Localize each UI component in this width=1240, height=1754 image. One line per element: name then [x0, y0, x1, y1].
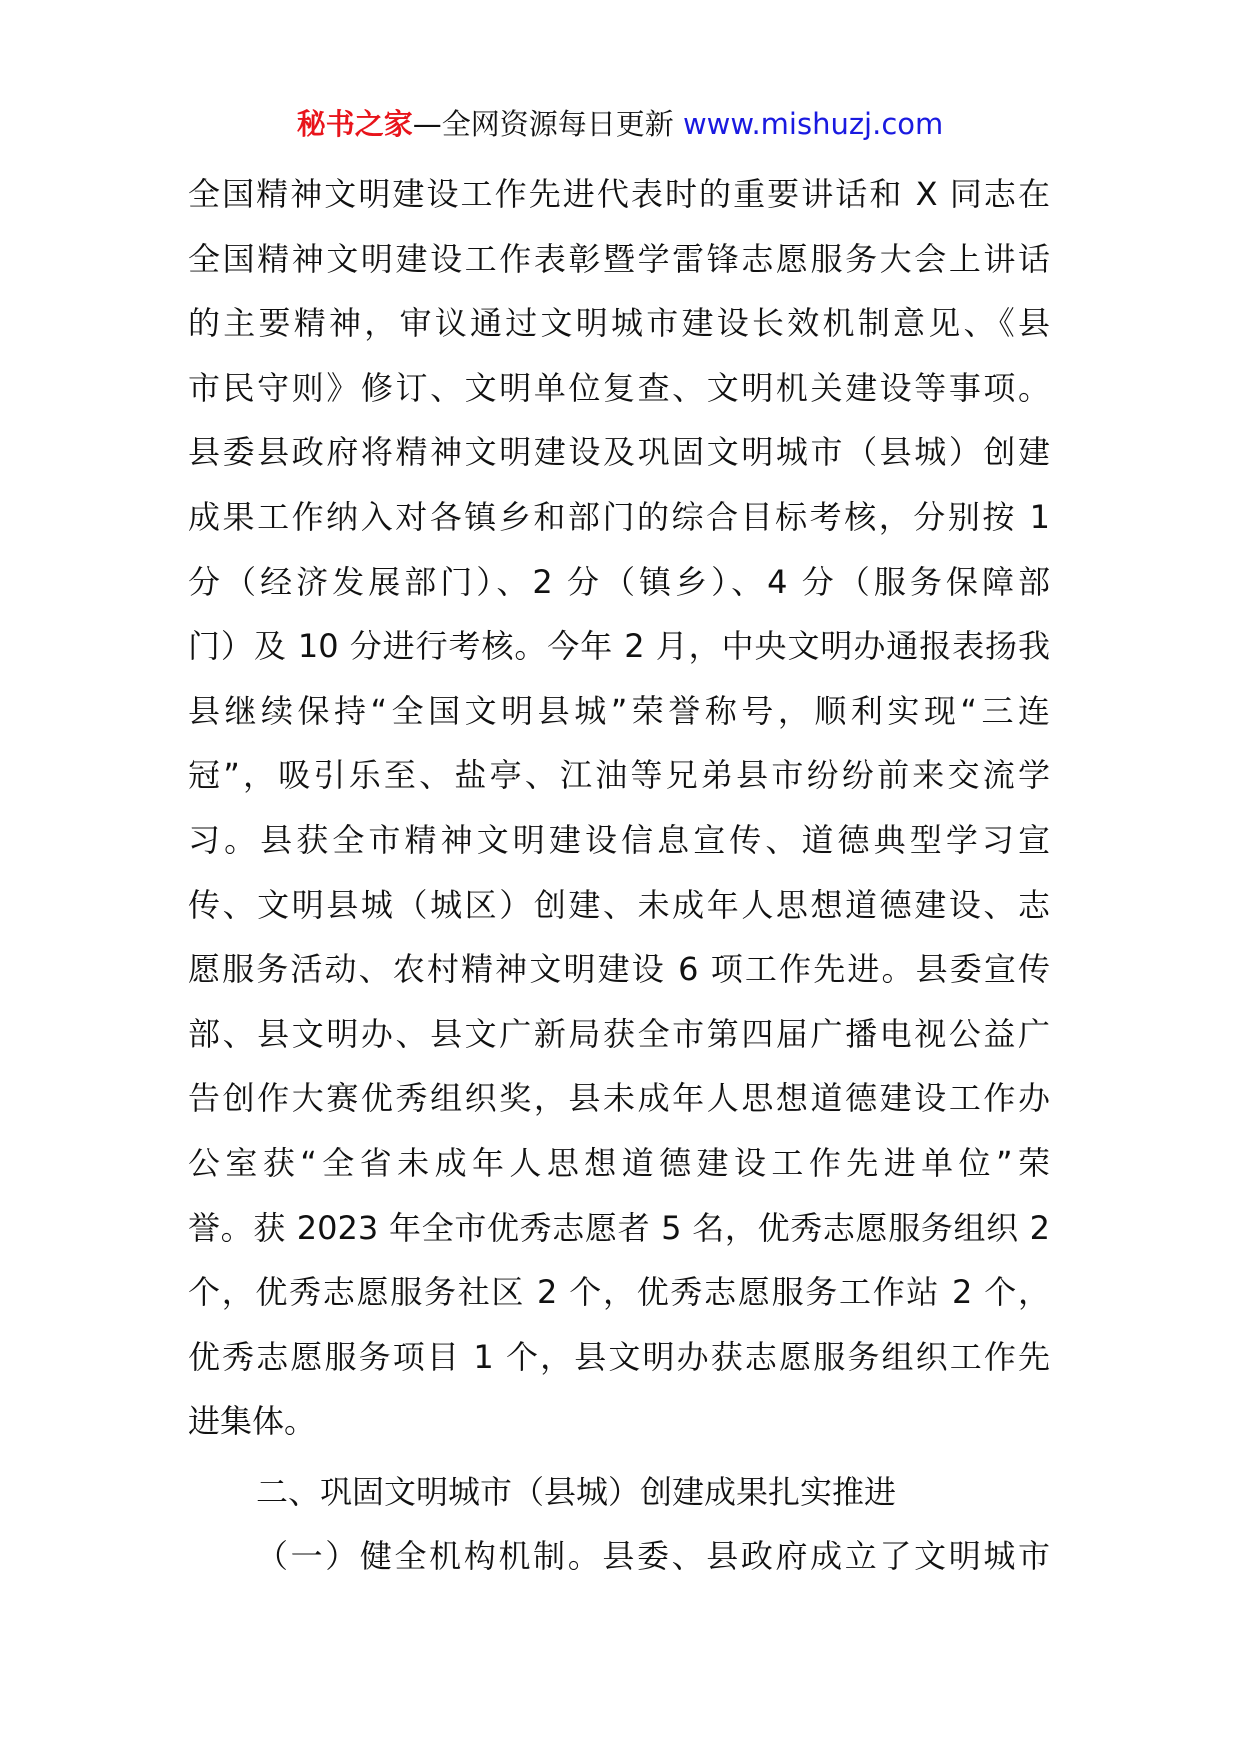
body-line: 门）及 10 分进行考核。今年 2 月，中央文明办通报表扬我 — [188, 627, 1050, 666]
body-line: 市民守则》修订、文明单位复查、文明机关建设等事项。 — [188, 368, 1050, 407]
body-line: 冠”，吸引乐至、盐亭、江油等兄弟县市纷纷前来交流学 — [188, 756, 1050, 795]
body-line: 分（经济发展部门）、2 分（镇乡）、4 分（服务保障部 — [188, 562, 1050, 601]
section-heading: 二、巩固文明城市（县城）创建成果扎实推进 — [256, 1472, 897, 1511]
site-watermark-header — [0, 104, 1240, 144]
body-line: 县继续保持“全国文明县城”荣誉称号，顺利实现“三连 — [188, 691, 1050, 730]
body-line: 的主要精神，审议通过文明城市建设长效机制意见、《县 — [188, 304, 1050, 343]
body-line: 传、文明县城（城区）创建、未成年人思想道德建设、志 — [188, 885, 1050, 924]
body-line: 愿服务活动、农村精神文明建设 6 项工作先进。县委宣传 — [188, 950, 1050, 989]
body-line: 习。县获全市精神文明建设信息宣传、道德典型学习宣 — [188, 820, 1050, 859]
body-line: 成果工作纳入对各镇乡和部门的综合目标考核，分别按 1 — [188, 497, 1050, 536]
document-body — [188, 162, 1050, 1589]
body-line: 告创作大赛优秀组织奖，县未成年人思想道德建设工作办 — [188, 1079, 1050, 1118]
body-line: 县委县政府将精神文明建设及巩固文明城市（县城）创建 — [188, 433, 1050, 472]
body-line: 优秀志愿服务项目 1 个，县文明办获志愿服务组织工作先 — [188, 1337, 1050, 1376]
body-line: 公室获“全省未成年人思想道德建设工作先进单位”荣 — [188, 1143, 1050, 1182]
body-line: 进集体。 — [188, 1402, 317, 1441]
body-line: 全国精神文明建设工作先进代表时的重要讲话和 X 同志在 — [188, 175, 1050, 213]
header-tagline: —全网资源每日更新 — [412, 107, 683, 141]
body-line: 誉。获 2023 年全市优秀志愿者 5 名，优秀志愿服务组织 2 — [188, 1208, 1050, 1247]
body-line: 部、县文明办、县文广新局获全市第四届广播电视公益广 — [188, 1014, 1050, 1053]
body-line: 个，优秀志愿服务社区 2 个，优秀志愿服务工作站 2 个， — [188, 1273, 1050, 1312]
brand-name: 秘书之家 — [296, 107, 413, 141]
body-line: 全国精神文明建设工作表彰暨学雷锋志愿服务大会上讲话 — [188, 239, 1050, 278]
header-url: www.mishuzj.com — [682, 107, 944, 141]
subsection-first-line: （一）健全机构机制。县委、县政府成立了文明城市 — [256, 1537, 1050, 1576]
